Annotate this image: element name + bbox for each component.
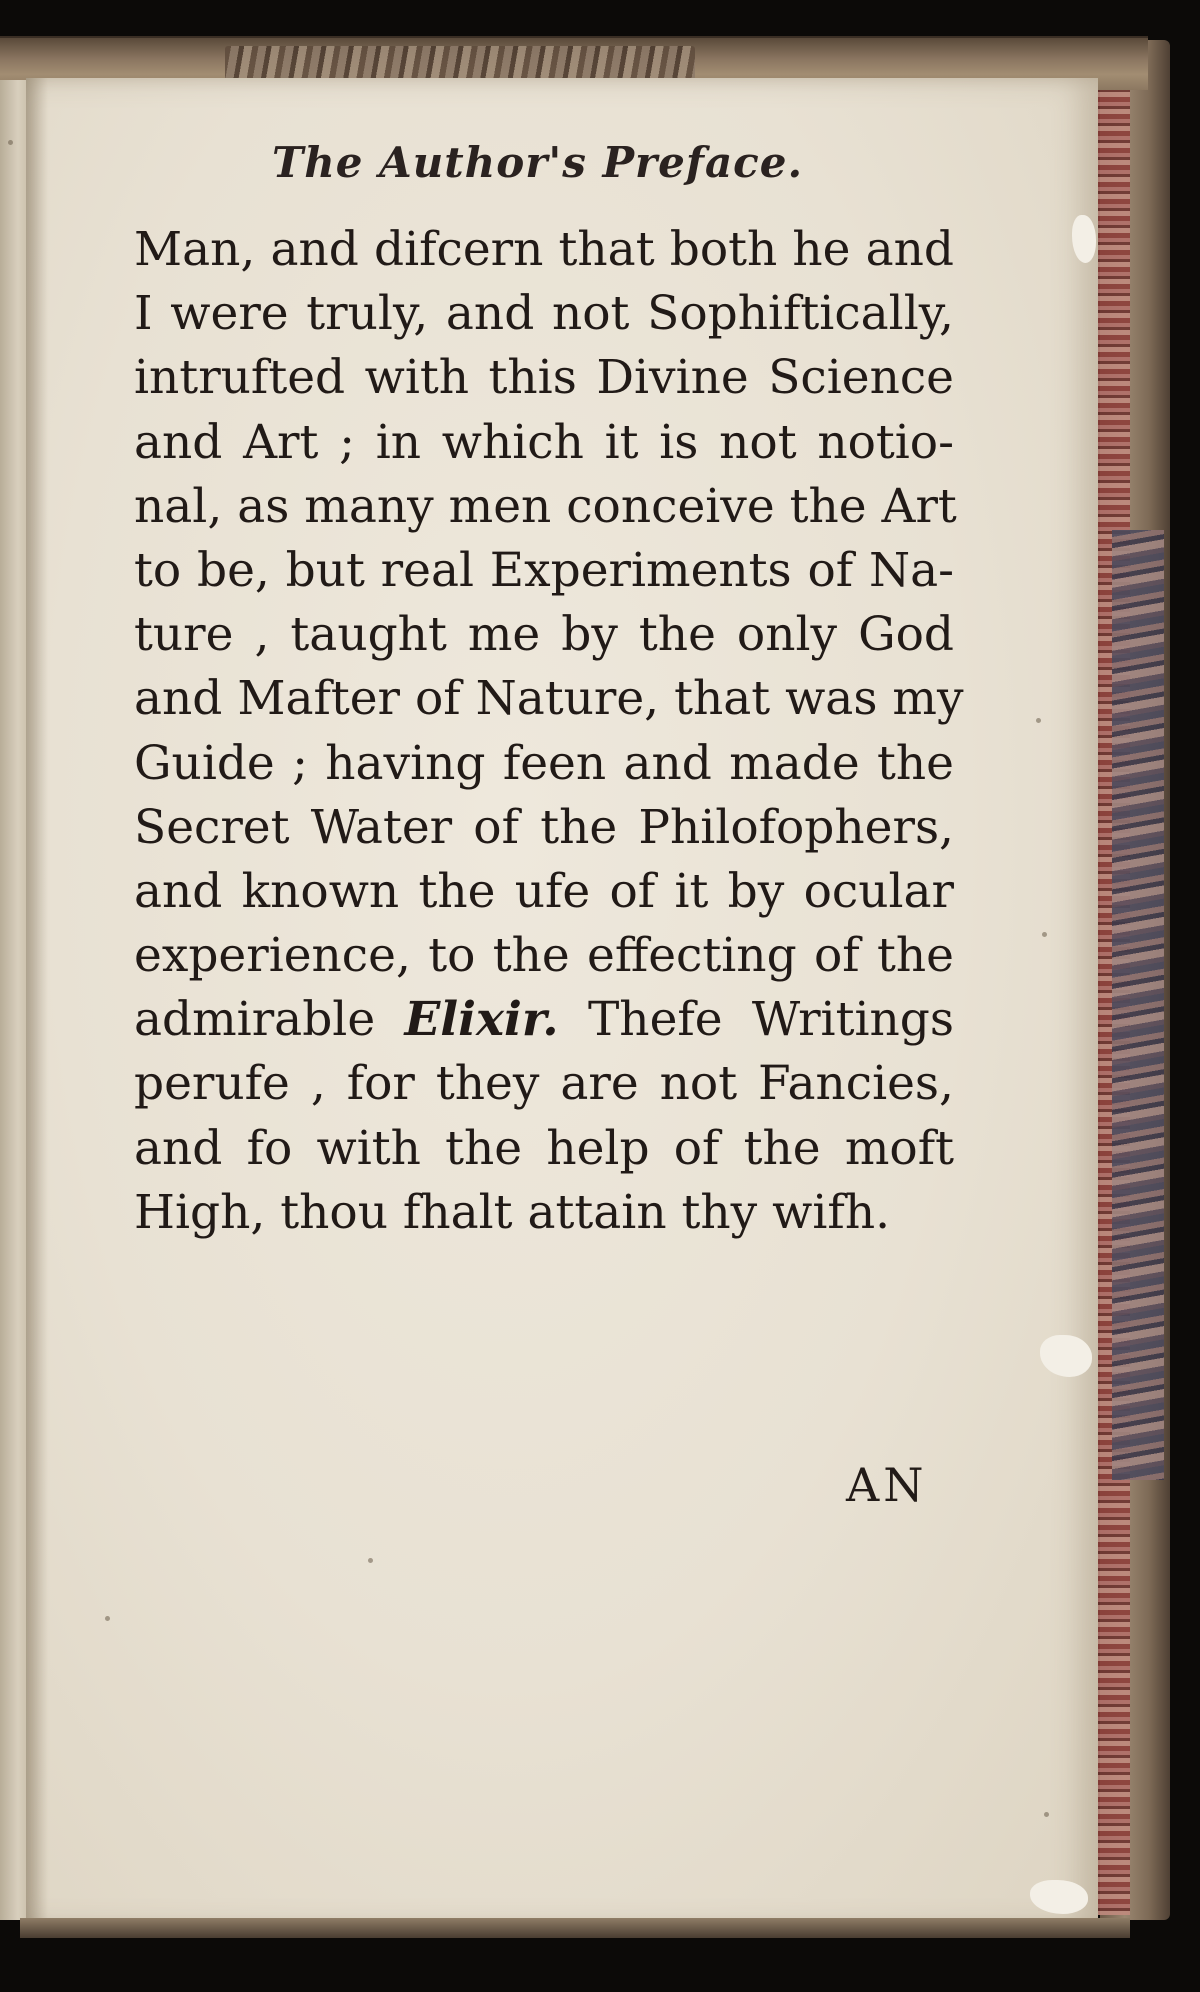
text-line: High, thou fhalt attain thy wifh. bbox=[134, 1184, 891, 1240]
text-line: Secret Water of the Philofophers, bbox=[134, 799, 954, 855]
italic-word: Elixir. bbox=[404, 992, 559, 1048]
text-line: I were truly, and not Sophiftically, bbox=[134, 286, 954, 342]
paper-speck bbox=[368, 1558, 373, 1563]
catchword: AN bbox=[846, 1458, 928, 1512]
marbled-edge bbox=[1112, 530, 1164, 1480]
preface-body bbox=[134, 218, 964, 1245]
paper-speck bbox=[8, 140, 13, 145]
text-line: nal, as many men conceive the Art bbox=[134, 478, 957, 534]
text-line bbox=[134, 988, 954, 1052]
paper-tear bbox=[1072, 215, 1096, 263]
paper-speck bbox=[1044, 1812, 1049, 1817]
running-title: The Author's Preface. bbox=[272, 138, 804, 187]
text-line: and Art ; in which it is not notio- bbox=[134, 414, 954, 470]
bottom-page-edge bbox=[20, 1918, 1130, 1938]
text-line: and fo with the help of the moft bbox=[134, 1120, 954, 1176]
paper-speck bbox=[1042, 932, 1047, 937]
text-line: Guide ; having feen and made the bbox=[134, 735, 954, 791]
text-line: perufe , for they are not Fancies, bbox=[134, 1056, 954, 1112]
text-line: Man, and difcern that both he and bbox=[134, 222, 954, 277]
text-fragment: Thefe Writings bbox=[558, 992, 954, 1048]
text-line: intrufted with this Divine Science bbox=[134, 350, 954, 406]
text-line: and known the ufe of it by ocular bbox=[134, 863, 954, 919]
text-line: ture , taught me by the only God bbox=[134, 607, 954, 663]
text-line: to be, but real Experiments of Na- bbox=[134, 542, 954, 598]
text-fragment: admirable bbox=[134, 992, 405, 1048]
text-line: and Mafter of Nature, that was my bbox=[134, 671, 964, 727]
gutter-shadow bbox=[26, 78, 48, 1928]
text-line: experience, to the effecting of the bbox=[134, 928, 954, 984]
paper-speck bbox=[1036, 718, 1041, 723]
paper-speck bbox=[105, 1616, 110, 1621]
